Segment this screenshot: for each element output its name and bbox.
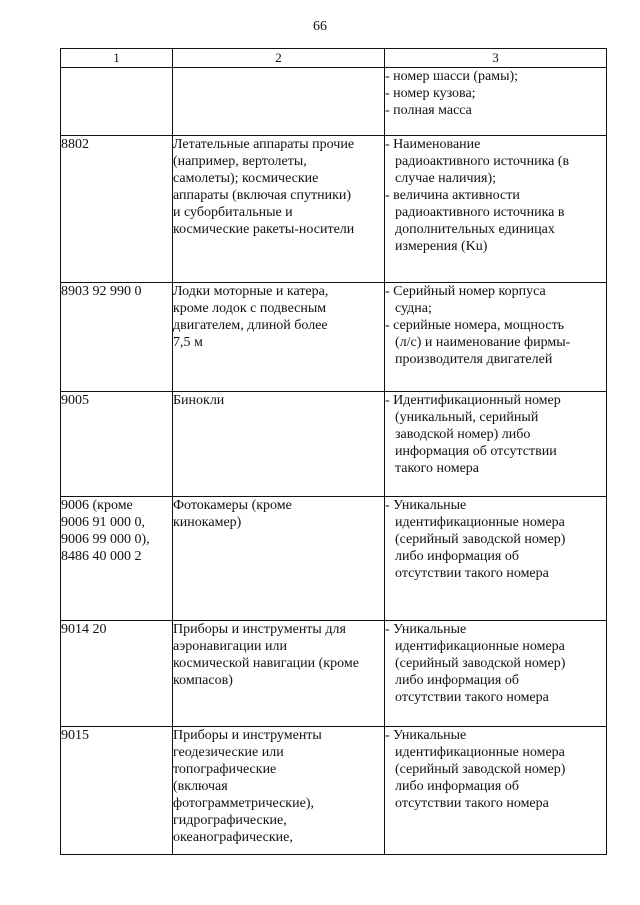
info-line: дополнительных единицах [395, 222, 555, 237]
name-cell [173, 136, 385, 283]
info-line: производителя двигателей [395, 352, 553, 367]
info-item [385, 497, 606, 582]
info-line: - Наименование [385, 137, 481, 152]
info-item [385, 283, 606, 317]
info-line: измерения (Ku) [395, 239, 488, 254]
name-cell [173, 727, 385, 855]
info-cell [385, 68, 607, 136]
info-cell [385, 136, 607, 283]
name-line: космические ракеты-носители [173, 222, 355, 237]
info-line: радиоактивного источника в [395, 205, 565, 220]
table-body [61, 68, 607, 855]
info-item [385, 102, 606, 119]
page-number: 66 [313, 19, 327, 34]
code-cell [61, 727, 173, 855]
info-item [385, 136, 606, 187]
info-line: - Уникальные [385, 728, 467, 743]
info-cell [385, 621, 607, 727]
info-line: отсутствии такого номера [395, 690, 549, 705]
info-item [385, 392, 606, 477]
name-line: кроме лодок с подвесным [173, 301, 327, 316]
code-line: 8486 40 000 2 [61, 549, 142, 564]
name-line: (например, вертолеты, [173, 154, 307, 169]
info-line: - Уникальные [385, 622, 467, 637]
info-line: такого номера [395, 461, 479, 476]
info-line: (л/с) и наименование фирмы- [395, 335, 571, 350]
code-line: 8903 92 990 0 [61, 284, 142, 299]
code-line: 9006 91 000 0, [61, 515, 145, 530]
name-line: Летательные аппараты прочие [173, 137, 355, 152]
name-line: Бинокли [173, 393, 225, 408]
info-line: информация об отсутствии [395, 444, 557, 459]
name-line: топографические [173, 762, 277, 777]
info-line: идентификационные номера [395, 745, 565, 760]
column-header-3: 3 [385, 49, 607, 68]
info-line: - номер шасси (рамы); [385, 69, 519, 84]
goods-table [60, 48, 607, 855]
code-cell [61, 497, 173, 621]
code-cell [61, 136, 173, 283]
info-line: - номер кузова; [385, 86, 476, 101]
table-row [61, 497, 607, 621]
name-line: аппараты (включая спутники) [173, 188, 352, 203]
name-cell [173, 392, 385, 497]
info-line: (уникальный, серийный [395, 410, 539, 425]
table-header-row [61, 49, 607, 68]
info-item [385, 621, 606, 706]
name-line: и суборбитальные и [173, 205, 293, 220]
name-cell [173, 621, 385, 727]
info-item [385, 727, 606, 812]
name-line: космической навигации (кроме [173, 656, 359, 671]
name-cell [173, 68, 385, 136]
info-line: отсутствии такого номера [395, 566, 549, 581]
name-line: кинокамер) [173, 515, 242, 530]
info-line: либо информация об [395, 549, 519, 564]
code-cell [61, 283, 173, 392]
info-item [385, 85, 606, 102]
info-cell [385, 727, 607, 855]
name-line: 7,5 м [173, 335, 203, 350]
table-row [61, 68, 607, 136]
name-line: геодезические или [173, 745, 284, 760]
column-header-2: 2 [173, 49, 385, 68]
info-line: (серийный заводской номер) [395, 762, 566, 777]
code-line: 9006 (кроме [61, 498, 133, 513]
table-row [61, 136, 607, 283]
name-line: Приборы и инструменты [173, 728, 322, 743]
info-cell [385, 283, 607, 392]
info-line: - Серийный номер корпуса [385, 284, 546, 299]
info-line: - величина активности [385, 188, 520, 203]
name-line: самолеты); космические [173, 171, 319, 186]
info-line: либо информация об [395, 673, 519, 688]
info-item [385, 68, 606, 85]
name-cell [173, 283, 385, 392]
info-line: - серийные номера, мощность [385, 318, 565, 333]
info-line: - Идентификационный номер [385, 393, 561, 408]
info-item [385, 187, 606, 255]
code-line: 9006 99 000 0), [61, 532, 150, 547]
info-cell [385, 497, 607, 621]
info-line: отсутствии такого номера [395, 796, 549, 811]
info-cell [385, 392, 607, 497]
name-line: океанографические, [173, 830, 293, 845]
name-line: аэронавигации или [173, 639, 287, 654]
table-row [61, 727, 607, 855]
name-cell [173, 497, 385, 621]
table-row [61, 392, 607, 497]
column-header-1: 1 [61, 49, 173, 68]
info-line: - полная масса [385, 103, 472, 118]
info-line: идентификационные номера [395, 515, 565, 530]
code-line: 9014 20 [61, 622, 107, 637]
info-line: (серийный заводской номер) [395, 532, 566, 547]
code-line: 9015 [61, 728, 89, 743]
info-line: заводской номер) либо [395, 427, 531, 442]
name-line: (включая [173, 779, 228, 794]
table-row [61, 283, 607, 392]
info-item [385, 317, 606, 368]
name-line: гидрографические, [173, 813, 287, 828]
name-line: Лодки моторные и катера, [173, 284, 329, 299]
name-line: двигателем, длиной более [173, 318, 328, 333]
name-line: компасов) [173, 673, 233, 688]
code-cell [61, 392, 173, 497]
info-line: судна; [395, 301, 432, 316]
table-row [61, 621, 607, 727]
name-line: Приборы и инструменты для [173, 622, 346, 637]
name-line: фотограмметрические), [173, 796, 314, 811]
code-line: 9005 [61, 393, 89, 408]
code-cell [61, 621, 173, 727]
info-line: радиоактивного источника (в [395, 154, 570, 169]
info-line: случае наличия); [395, 171, 497, 186]
info-line: идентификационные номера [395, 639, 565, 654]
info-line: (серийный заводской номер) [395, 656, 566, 671]
code-cell [61, 68, 173, 136]
info-line: - Уникальные [385, 498, 467, 513]
name-line: Фотокамеры (кроме [173, 498, 292, 513]
code-line: 8802 [61, 137, 89, 152]
info-line: либо информация об [395, 779, 519, 794]
